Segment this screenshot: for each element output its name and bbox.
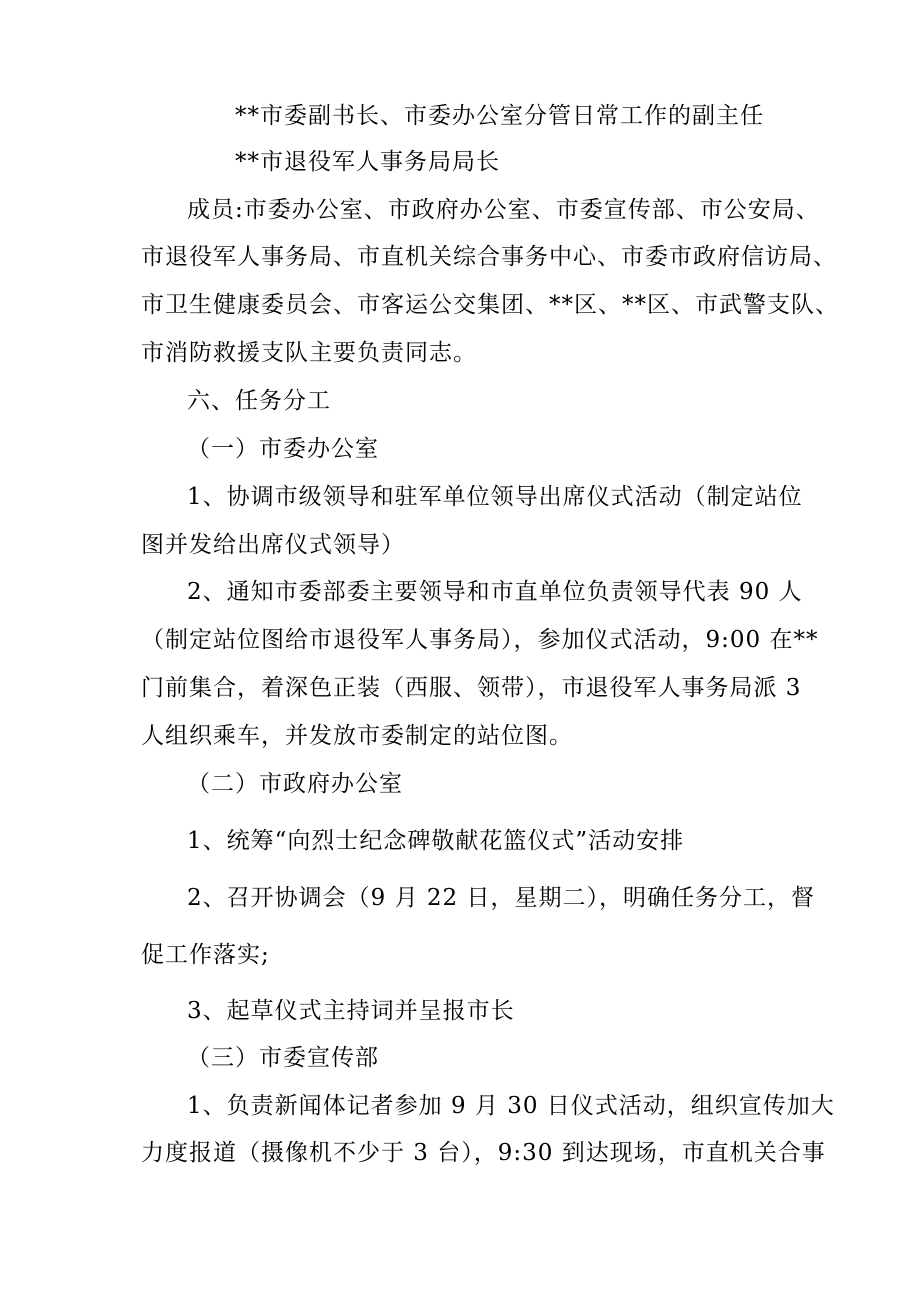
text-line-11: 2、通知市委部委主要领导和市直单位负责领导代表 90 人 xyxy=(187,579,803,605)
text-line-6: 市消防救援支队主要负责同志。 xyxy=(141,340,477,366)
text-line-1: **市委副书长、市委办公室分管日常工作的副主任 xyxy=(235,103,764,129)
text-line-18: 促工作落实; xyxy=(141,942,270,968)
text-line-9: 1、协调市级领导和驻军单位领导出席仪式活动（制定站位 xyxy=(187,484,803,510)
text-line-22: 力度报道（摄像机不少于 3 台），9:30 到达现场，市直机关合事 xyxy=(141,1140,826,1166)
text-line-17: 2、召开协调会（9 月 22 日，星期二），明确任务分工，督 xyxy=(187,885,815,911)
section-heading-6: 六、任务分工 xyxy=(187,388,331,414)
text-line-14: 人组织乘车，并发放市委制定的站位图。 xyxy=(141,723,573,749)
text-line-19: 3、起草仪式主持词并呈报市长 xyxy=(187,998,515,1024)
text-line-13: 门前集合，着深色正装（西服、领带），市退役军人事务局派 3 xyxy=(141,675,802,701)
text-line-16: 1、统筹“向烈士纪念碑敬献花篮仪式”活动安排 xyxy=(187,828,685,854)
text-line-2: **市退役军人事务局局长 xyxy=(235,149,500,175)
subheading-1: （一）市委办公室 xyxy=(187,436,379,462)
text-line-5: 市卫生健康委员会、市客运公交集团、**区、**区、市武警支队、 xyxy=(141,292,839,318)
text-line-10: 图并发给出席仪式领导） xyxy=(141,532,405,558)
subheading-2: （二）市政府办公室 xyxy=(187,771,403,797)
text-line-3: 成员:市委办公室、市政府办公室、市委宣传部、市公安局、 xyxy=(187,197,820,223)
text-line-12: （制定站位图给市退役军人事务局），参加仪式活动，9:00 在** xyxy=(141,627,819,653)
subheading-3: （三）市委宣传部 xyxy=(187,1045,379,1071)
text-line-21: 1、负责新闻体记者参加 9 月 30 日仪式活动，组织宣传加大 xyxy=(187,1093,835,1119)
text-line-4: 市退役军人事务局、市直机关综合事务中心、市委市政府信访局、 xyxy=(141,244,837,270)
